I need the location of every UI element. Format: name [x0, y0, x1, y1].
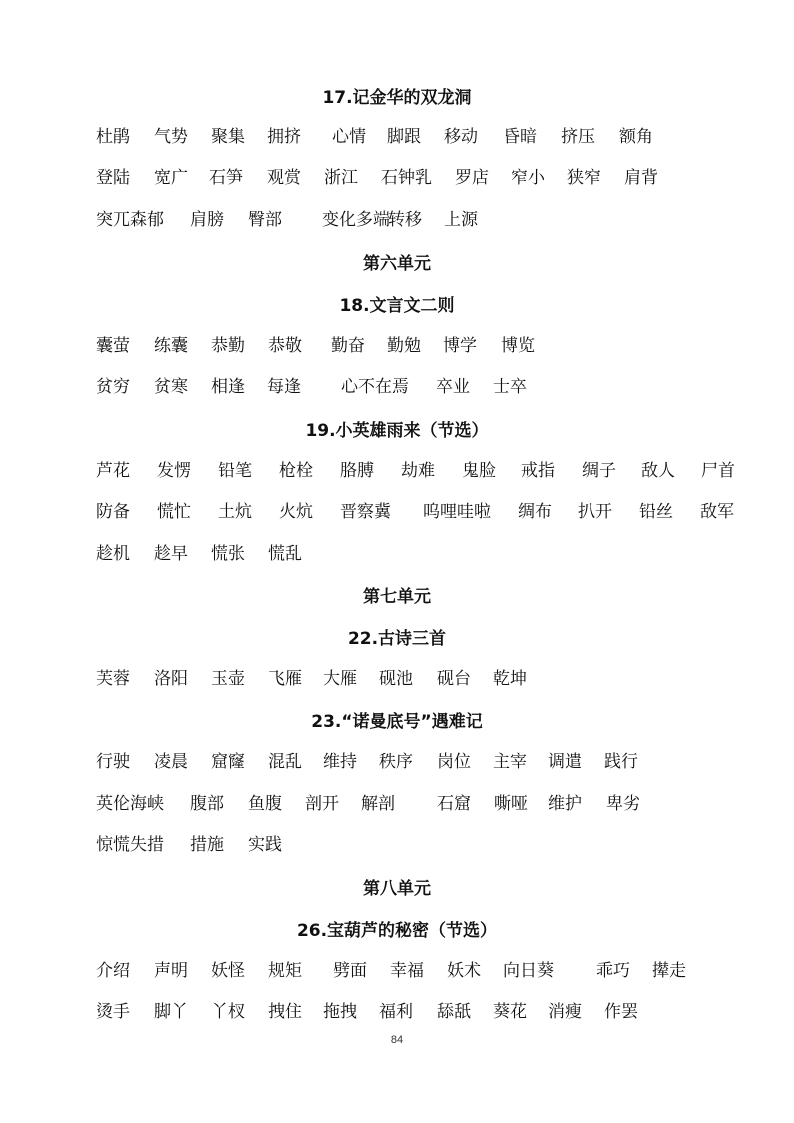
vocabulary-word: 乖巧	[596, 961, 630, 981]
vocabulary-word: 扒开	[578, 502, 612, 522]
vocabulary-word: 枪栓	[279, 461, 313, 481]
vocabulary-word: 乾坤	[493, 669, 527, 689]
vocabulary-word: 晋察冀	[340, 502, 391, 522]
word-row-13	[96, 958, 754, 984]
vocabulary-word: 臀部	[248, 210, 282, 230]
vocabulary-word: 铅笔	[218, 461, 252, 481]
vocabulary-word: 践行	[604, 752, 638, 772]
vocabulary-word: 尸首	[701, 461, 735, 481]
vocabulary-word: 卒业	[436, 377, 470, 397]
vocabulary-word: 呜哩哇啦	[423, 502, 491, 522]
vocabulary-word: 大雁	[323, 669, 357, 689]
vocabulary-word: 芦花	[96, 461, 130, 481]
vocabulary-word: 浙江	[324, 168, 358, 188]
vocabulary-word: 鱼腹	[248, 794, 282, 814]
word-row-5	[96, 374, 754, 400]
vocabulary-word: 宽广	[154, 168, 188, 188]
vocabulary-word: 练囊	[154, 336, 188, 356]
word-row-8	[96, 541, 754, 567]
vocabulary-word: 英伦海峡	[96, 794, 164, 814]
word-row-6	[96, 458, 754, 484]
vocabulary-word: 妖术	[447, 961, 481, 981]
vocabulary-word: 趁早	[154, 544, 188, 564]
vocabulary-word: 砚池	[379, 669, 413, 689]
vocabulary-word: 观赏	[267, 168, 301, 188]
vocabulary-word: 剖开	[305, 794, 339, 814]
vocabulary-word: 行驶	[96, 752, 130, 772]
vocabulary-word: 土炕	[218, 502, 252, 522]
vocabulary-word: 额角	[619, 127, 653, 147]
vocabulary-word: 上源	[444, 210, 478, 230]
vocabulary-word: 窟窿	[211, 752, 245, 772]
word-row-4	[96, 333, 754, 359]
vocabulary-word: 幸福	[390, 961, 424, 981]
vocabulary-word: 气势	[154, 127, 188, 147]
vocabulary-word: 防备	[96, 502, 130, 522]
vocabulary-word: 转移	[388, 210, 422, 230]
word-row-1	[96, 124, 754, 150]
vocabulary-word: 铅丝	[639, 502, 673, 522]
vocabulary-word: 恭敬	[268, 336, 302, 356]
vocabulary-word: 石窟	[437, 794, 471, 814]
vocabulary-word: 慌乱	[268, 544, 302, 564]
vocabulary-word: 惊慌失措	[96, 835, 164, 855]
vocabulary-word: 妖怪	[211, 961, 245, 981]
lesson-22-title: 22.古诗三首	[347, 629, 447, 649]
vocabulary-word: 砚台	[437, 669, 471, 689]
vocabulary-word: 敌军	[700, 502, 734, 522]
vocabulary-word: 狭窄	[567, 168, 601, 188]
vocabulary-word: 绸子	[582, 461, 616, 481]
word-row-14	[96, 999, 754, 1025]
vocabulary-word: 石钟乳	[381, 168, 432, 188]
vocabulary-word: 烫手	[96, 1002, 130, 1022]
vocabulary-word: 作罢	[604, 1002, 638, 1022]
vocabulary-word: 卑劣	[606, 794, 640, 814]
vocabulary-word: 劈面	[333, 961, 367, 981]
vocabulary-word: 突兀森郁	[96, 210, 164, 230]
vocabulary-word: 变化多端	[322, 210, 390, 230]
vocabulary-word: 秩序	[379, 752, 413, 772]
vocabulary-word: 囊萤	[96, 336, 130, 356]
vocabulary-word: 火炕	[279, 502, 313, 522]
unit-7-title: 第七单元	[363, 587, 431, 607]
vocabulary-word: 发愣	[157, 461, 191, 481]
vocabulary-word: 勤奋	[331, 336, 365, 356]
vocabulary-word: 胳膊	[340, 461, 374, 481]
unit-8-title: 第八单元	[363, 879, 431, 899]
vocabulary-word: 拽住	[268, 1002, 302, 1022]
vocabulary-word: 肩膀	[190, 210, 224, 230]
vocabulary-word: 罗店	[455, 168, 489, 188]
unit-6-title: 第六单元	[363, 254, 431, 274]
vocabulary-word: 贫穷	[96, 377, 130, 397]
vocabulary-word: 拥挤	[267, 127, 301, 147]
vocabulary-word: 实践	[248, 835, 282, 855]
vocabulary-word: 嘶哑	[494, 794, 528, 814]
vocabulary-word: 维持	[323, 752, 357, 772]
vocabulary-word: 脚丫	[154, 1002, 188, 1022]
vocabulary-word: 慌张	[211, 544, 245, 564]
word-row-3	[96, 207, 754, 233]
word-row-10	[96, 749, 754, 775]
vocabulary-word: 士卒	[493, 377, 527, 397]
vocabulary-word: 肩背	[624, 168, 658, 188]
vocabulary-word: 移动	[444, 127, 478, 147]
word-row-9	[96, 666, 754, 692]
vocabulary-word: 贫寒	[154, 377, 188, 397]
page-number: 84	[390, 1034, 404, 1046]
vocabulary-word: 劫难	[401, 461, 435, 481]
lesson-26-title: 26.宝葫芦的秘密（节选）	[296, 921, 498, 941]
vocabulary-word: 主宰	[493, 752, 527, 772]
vocabulary-word: 福利	[379, 1002, 413, 1022]
vocabulary-word: 维护	[548, 794, 582, 814]
vocabulary-word: 石笋	[209, 168, 243, 188]
lesson-17-title: 17.记金华的双龙洞	[322, 88, 472, 108]
vocabulary-word: 玉壶	[211, 669, 245, 689]
vocabulary-word: 腹部	[190, 794, 224, 814]
vocabulary-word: 杜鹃	[96, 127, 130, 147]
vocabulary-word: 心情	[332, 127, 366, 147]
vocabulary-word: 慌忙	[157, 502, 191, 522]
vocabulary-word: 窄小	[511, 168, 545, 188]
vocabulary-word: 恭勤	[211, 336, 245, 356]
vocabulary-word: 舔舐	[437, 1002, 471, 1022]
vocabulary-word: 规矩	[268, 961, 302, 981]
vocabulary-word: 向日葵	[503, 961, 554, 981]
vocabulary-word: 丫杈	[211, 1002, 245, 1022]
vocabulary-word: 消瘦	[548, 1002, 582, 1022]
vocabulary-word: 趁机	[96, 544, 130, 564]
vocabulary-word: 拖拽	[323, 1002, 357, 1022]
vocabulary-word: 脚跟	[387, 127, 421, 147]
lesson-19-title: 19.小英雄雨来（节选）	[305, 421, 489, 441]
vocabulary-word: 混乱	[268, 752, 302, 772]
vocabulary-word: 敌人	[641, 461, 675, 481]
vocabulary-word: 岗位	[437, 752, 471, 772]
vocabulary-word: 调遣	[548, 752, 582, 772]
vocabulary-word: 登陆	[96, 168, 130, 188]
vocabulary-word: 相逢	[211, 377, 245, 397]
vocabulary-word: 葵花	[493, 1002, 527, 1022]
word-row-12	[96, 832, 754, 858]
vocabulary-word: 声明	[154, 961, 188, 981]
vocabulary-word: 绸布	[518, 502, 552, 522]
vocabulary-word: 博学	[443, 336, 477, 356]
vocabulary-word: 芙蓉	[96, 669, 130, 689]
word-row-11	[96, 791, 754, 817]
vocabulary-word: 心不在焉	[341, 377, 409, 397]
vocabulary-word: 凌晨	[154, 752, 188, 772]
word-row-2	[96, 165, 754, 191]
lesson-18-title: 18.文言文二则	[339, 296, 455, 316]
vocabulary-word: 戒指	[521, 461, 555, 481]
vocabulary-word: 撵走	[652, 961, 686, 981]
vocabulary-word: 博览	[501, 336, 535, 356]
vocabulary-word: 介绍	[96, 961, 130, 981]
vocabulary-word: 措施	[190, 835, 224, 855]
vocabulary-word: 昏暗	[503, 127, 537, 147]
vocabulary-word: 每逢	[267, 377, 301, 397]
vocabulary-word: 挤压	[561, 127, 595, 147]
vocabulary-word: 解剖	[361, 794, 395, 814]
vocabulary-word: 聚集	[211, 127, 245, 147]
word-row-7	[96, 499, 754, 525]
vocabulary-word: 勤勉	[387, 336, 421, 356]
vocabulary-word: 洛阳	[154, 669, 188, 689]
lesson-23-title: 23.“诺曼底号”遇难记	[311, 712, 483, 732]
vocabulary-word: 鬼脸	[462, 461, 496, 481]
vocabulary-word: 飞雁	[268, 669, 302, 689]
